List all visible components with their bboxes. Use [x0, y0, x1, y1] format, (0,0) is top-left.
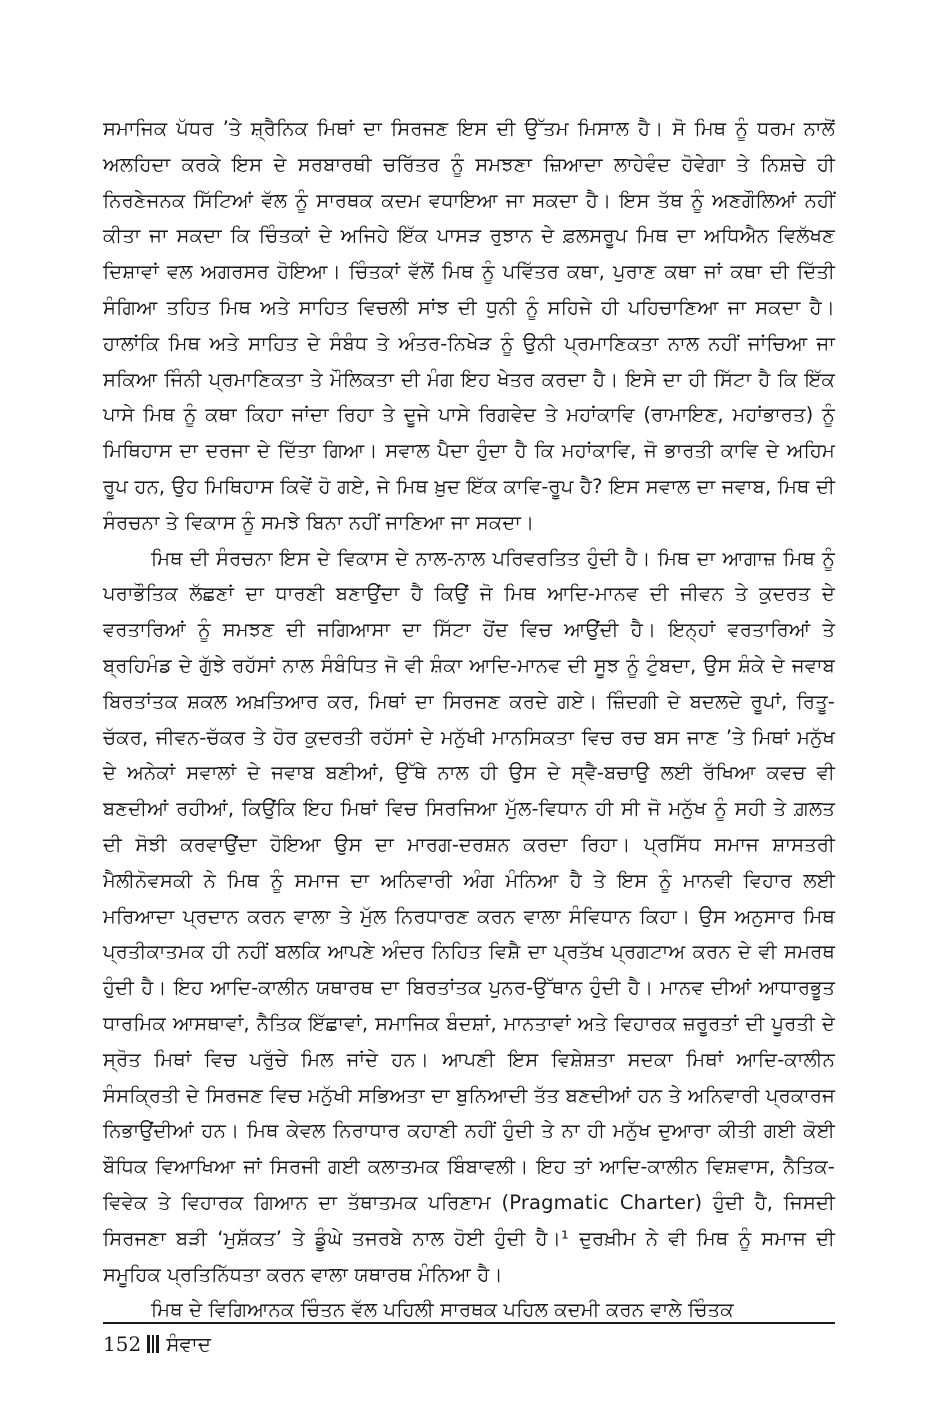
paragraph-3: ਮਿਥ ਦੇ ਵਿਗਿਆਨਕ ਚਿੰਤਨ ਵੱਲ ਪਹਿਲੀ ਸਾਰਥਕ ਪਹਿਲ ਕਦਮੀ ਕਰਨ ਵਾਲੇ ਚਿੰਤਕ [151, 1298, 734, 1322]
page-footer [103, 1330, 211, 1358]
page-number: 152 [103, 1332, 142, 1356]
paragraph-1: ਸਮਾਜਿਕ ਪੱਧਰ ’ਤੇ ਸ਼੍ਰੈਨਿਕ ਮਿਥਾਂ ਦਾ ਸਿਰਜਣ ਇਸ ਦੀ ਉੱਤਮ ਮਿਸਾਲ ਹੈ। ਸੋ ਮਿਥ ਨੂੰ ਧਰਮ ਨਾਲੋਂ ਅਲਹਿਦਾ ਕਰਕੇ ਇਸ ਦੇ ਸਰਬਾਰਥੀ ਚਰਿੱਤਰ ਨੂੰ ਸਮਝਣਾ ਜ਼ਿਆਦਾ ਲਾਹੇਵੰਦ ਹੋਵੇਗਾ ਤੇ ਨਿਸ਼ਚੇ ਹੀ ਨਿਰਣੇਜਨਕ ਸਿੱਟਿਆਂ ਵੱਲ ਨੂੰ ਸਾਰਥਕ ਕਦਮ ਵਧਾਇਆ ਜਾ ਸਕਦਾ ਹੈ। ਇਸ ਤੱਥ ਨੂੰ ਅਣਗੌਲਿਆਂ ਨਹੀਂ ਕੀਤਾ ਜਾ ਸਕਦਾ ਕਿ ਚਿੰਤਕਾਂ ਦੇ ਅਜਿਹੇ ਇੱਕ ਪਾਸੜ ਰੁਝਾਨ ਦੇ ਫ਼ਲਸਰੂਪ ਮਿਥ ਦਾ ਅਧਿਐਨ ਵਿਲੱਖਣ ਦਿਸ਼ਾਵਾਂ ਵਲ ਅਗਰਸਰ ਹੋਇਆ। ਚਿੰਤਕਾਂ ਵੱਲੋਂ ਮਿਥ ਨੂੰ ਪਵਿੱਤਰ ਕਥਾ, ਪੁਰਾਣ ਕਥਾ ਜਾਂ ਕਥਾ ਦੀ ਦਿੱਤੀ ਸੰਗਿਆ ਤਹਿਤ ਮਿਥ ਅਤੇ ਸਾਹਿਤ ਵਿਚਲੀ ਸਾਂਝ ਦੀ ਧੁਨੀ ਨੂੰ ਸਹਿਜੇ ਹੀ ਪਹਿਚਾਣਿਆ ਜਾ ਸਕਦਾ ਹੈ। ਹਾਲਾਂਕਿ ਮਿਥ ਅਤੇ ਸਾਹਿਤ ਦੇ ਸੰਬੰਧ ਤੇ ਅੰਤਰ-ਨਿਖੇੜ ਨੂੰ ਉਨੀ ਪ੍ਰਮਾਣਿਕਤਾ ਨਾਲ ਨਹੀਂ ਜਾਂਚਿਆ ਜਾ ਸਕਿਆ ਜਿੰਨੀ ਪ੍ਰਮਾਣਿਕਤਾ ਤੇ ਮੌਲਿਕਤਾ ਦੀ ਮੰਗ ਇਹ ਖੇਤਰ ਕਰਦਾ ਹੈ। ਇਸੇ ਦਾ ਹੀ ਸਿੱਟਾ ਹੈ ਕਿ ਇੱਕ ਪਾਸੇ ਮਿਥ ਨੂੰ ਕਥਾ ਕਿਹਾ ਜਾਂਦਾ ਰਿਹਾ ਤੇ ਦੂਜੇ ਪਾਸੇ ਰਿਗਵੇਦ ਤੇ ਮਹਾਂਕਾਵਿ (ਰਾਮਾਇਣ, ਮਹਾਂਭਾਰਤ) ਨੂੰ ਮਿਥਿਹਾਸ ਦਾ ਦਰਜਾ ਦੇ ਦਿੱਤਾ ਗਿਆ। ਸਵਾਲ ਪੈਦਾ ਹੁੰਦਾ ਹੈ ਕਿ ਮਹਾਂਕਾਵਿ, ਜੋ ਭਾਰਤੀ ਕਾਵਿ ਦੇ ਅਹਿਮ ਰੂਪ ਹਨ, ਉਹ ਮਿਥਿਹਾਸ ਕਿਵੇਂ ਹੋ ਗਏ, ਜੇ ਮਿਥ ਖ਼ੁਦ ਇੱਕ ਕਾਵਿ-ਰੂਪ ਹੈ? ਇਸ ਸਵਾਲ ਦਾ ਜਵਾਬ, ਮਿਥ ਦੀ ਸੰਰਚਨਾ ਤੇ ਵਿਕਾਸ ਨੂੰ ਸਮਝੇ ਬਿਨਾ ਨਹੀਂ ਜਾਣਿਆ ਜਾ ਸਕਦਾ। [103, 117, 835, 534]
body-text [103, 111, 835, 1328]
paragraph-2: ਮਿਥ ਦੀ ਸੰਰਚਨਾ ਇਸ ਦੇ ਵਿਕਾਸ ਦੇ ਨਾਲ-ਨਾਲ ਪਰਿਵਰਤਿਤ ਹੁੰਦੀ ਹੈ। ਮਿਥ ਦਾ ਆਗਾਜ਼ ਮਿਥ ਨੂੰ ਪਰਾਭੌਤਿਕ ਲੱਛਣਾਂ ਦਾ ਧਾਰਣੀ ਬਣਾਉਂਦਾ ਹੈ ਕਿਉਂ ਜੋ ਮਿਥ ਆਦਿ-ਮਾਨਵ ਦੀ ਜੀਵਨ ਤੇ ਕੁਦਰਤ ਦੇ ਵਰਤਾਰਿਆਂ ਨੂੰ ਸਮਝਣ ਦੀ ਜਗਿਆਸਾ ਦਾ ਸਿੱਟਾ ਹੋਂਦ ਵਿਚ ਆਉਂਦੀ ਹੈ। ਇਨ੍ਹਾਂ ਵਰਤਾਰਿਆਂ ਤੇ ਬ੍ਰਹਿਮੰਡ ਦੇ ਗੁੱਝੇ ਰਹੱਸਾਂ ਨਾਲ ਸੰਬੰਧਿਤ ਜੋ ਵੀ ਸ਼ੰਕਾ ਆਦਿ-ਮਾਨਵ ਦੀ ਸੂਝ ਨੂੰ ਟੁੰਬਦਾ, ਉਸ ਸ਼ੰਕੇ ਦੇ ਜਵਾਬ ਬਿਰਤਾਂਤਕ ਸ਼ਕਲ ਅਖ਼ਤਿਆਰ ਕਰ, ਮਿਥਾਂ ਦਾ ਸਿਰਜਣ ਕਰਦੇ ਗਏ। ਜ਼ਿੰਦਗੀ ਦੇ ਬਦਲਦੇ ਰੂਪਾਂ, ਰਿਤੂ-ਚੱਕਰ, ਜੀਵਨ-ਚੱਕਰ ਤੇ ਹੋਰ ਕੁਦਰਤੀ ਰਹੱਸਾਂ ਦੇ ਮਨੁੱਖੀ ਮਾਨਸਿਕਤਾ ਵਿਚ ਰਚ ਬਸ ਜਾਣ ’ਤੇ ਮਿਥਾਂ ਮਨੁੱਖ ਦੇ ਅਨੇਕਾਂ ਸਵਾਲਾਂ ਦੇ ਜਵਾਬ ਬਣੀਆਂ, ਉੱਥੇ ਨਾਲ ਹੀ ਉਸ ਦੇ ਸ੍ਵੈ-ਬਚਾਉ ਲਈ ਰੱਖਿਆ ਕਵਚ ਵੀ ਬਣਦੀਆਂ ਰਹੀਆਂ, ਕਿਉਂਕਿ ਇਹ ਮਿਥਾਂ ਵਿਚ ਸਿਰਜਿਆ ਮੁੱਲ-ਵਿਧਾਨ ਹੀ ਸੀ ਜੋ ਮਨੁੱਖ ਨੂੰ ਸਹੀ ਤੇ ਗ਼ਲਤ ਦੀ ਸੋਝੀ ਕਰਵਾਉਂਦਾ ਹੋਇਆ ਉਸ ਦਾ ਮਾਰਗ-ਦਰਸ਼ਨ ਕਰਦਾ ਰਿਹਾ। ਪ੍ਰਸਿੱਧ ਸਮਾਜ ਸ਼ਾਸਤਰੀ ਮੈਲੀਨੋਵਸਕੀ ਨੇ ਮਿਥ ਨੂੰ ਸਮਾਜ ਦਾ ਅਨਿਵਾਰੀ ਅੰਗ ਮੰਨਿਆ ਹੈ ਤੇ ਇਸ ਨੂੰ ਮਾਨਵੀ ਵਿਹਾਰ ਲਈ ਮਰਿਆਦਾ ਪ੍ਰਦਾਨ ਕਰਨ ਵਾਲਾ ਤੇ ਮੁੱਲ ਨਿਰਧਾਰਣ ਕਰਨ ਵਾਲਾ ਸੰਵਿਧਾਨ ਕਿਹਾ। ਉਸ ਅਨੁਸਾਰ ਮਿਥ ਪ੍ਰਤੀਕਾਤਮਕ ਹੀ ਨਹੀਂ ਬਲਕਿ ਆਪਣੇ ਅੰਦਰ ਨਿਹਿਤ ਵਿਸ਼ੈ ਦਾ ਪ੍ਰਤੱਖ ਪ੍ਰਗਟਾਅ ਕਰਨ ਦੇ ਵੀ ਸਮਰਥ ਹੁੰਦੀ ਹੈ। ਇਹ ਆਦਿ-ਕਾਲੀਨ ਯਥਾਰਥ ਦਾ ਬਿਰਤਾਂਤਕ ਪੁਨਰ-ਉੱਥਾਨ ਹੁੰਦੀ ਹੈ। ਮਾਨਵ ਦੀਆਂ ਆਧਾਰਭੂਤ ਧਾਰਮਿਕ ਆਸਥਾਵਾਂ, ਨੈਤਿਕ ਇੱਛਾਵਾਂ, ਸਮਾਜਿਕ ਬੰਦਸ਼ਾਂ, ਮਾਨਤਾਵਾਂ ਅਤੇ ਵਿਹਾਰਕ ਜ਼ਰੂਰਤਾਂ ਦੀ ਪੂਰਤੀ ਦੇ ਸ੍ਰੋਤ ਮਿਥਾਂ ਵਿਚ ਪਰੁੱਚੇ ਮਿਲ ਜਾਂਦੇ ਹਨ। ਆਪਣੀ ਇਸ ਵਿਸ਼ੇਸ਼ਤਾ ਸਦਕਾ ਮਿਥਾਂ ਆਦਿ-ਕਾਲੀਨ ਸੰਸਕ੍ਰਿਤੀ ਦੇ ਸਿਰਜਣ ਵਿਚ ਮਨੁੱਖੀ ਸਭਿਅਤਾ ਦਾ ਬੁਨਿਆਦੀ ਤੱਤ ਬਣਦੀਆਂ ਹਨ ਤੇ ਅਨਿਵਾਰੀ ਪ੍ਰਕਾਰਜ ਨਿਭਾਉਂਦੀਆਂ ਹਨ। ਮਿਥ ਕੇਵਲ ਨਿਰਾਧਾਰ ਕਹਾਣੀ ਨਹੀਂ ਹੁੰਦੀ ਤੇ ਨਾ ਹੀ ਮਨੁੱਖ ਦੁਆਰਾ ਕੀਤੀ ਗਈ ਕੋਈ ਬੌਧਿਕ ਵਿਆਖਿਆ ਜਾਂ ਸਿਰਜੀ ਗਈ ਕਲਾਤਮਕ ਬਿੰਬਾਵਲੀ। ਇਹ ਤਾਂ ਆਦਿ-ਕਾਲੀਨ ਵਿਸ਼ਵਾਸ, ਨੈਤਿਕ-ਵਿਵੇਕ ਤੇ ਵਿਹਾਰਕ ਗਿਆਨ ਦਾ ਤੱਥਾਤਮਕ ਪਰਿਣਾਮ (Pragmatic Charter) ਹੁੰਦੀ ਹੈ, ਜਿਸਦੀ ਸਿਰਜਣਾ ਬੜੀ ‘ਮੁਸ਼ੱਕਤ’ ਤੇ ਡੂੰਘੇ ਤਜਰਬੇ ਨਾਲ ਹੋਈ ਹੁੰਦੀ ਹੈ।¹ ਦੁਰਖ਼ੀਮ ਨੇ ਵੀ ਮਿਥ ਨੂੰ ਸਮਾਜ ਦੀ ਸਮੂਹਿਕ ਪ੍ਰਤਿਨਿੱਧਤਾ ਕਰਨ ਵਾਲਾ ਯਥਾਰਥ ਮੰਨਿਆ ਹੈ। [103, 546, 835, 1286]
triple-bar-icon [147, 1335, 159, 1353]
journal-name: ਸੰਵਾਦ [166, 1332, 211, 1356]
footer-divider [103, 1322, 835, 1324]
